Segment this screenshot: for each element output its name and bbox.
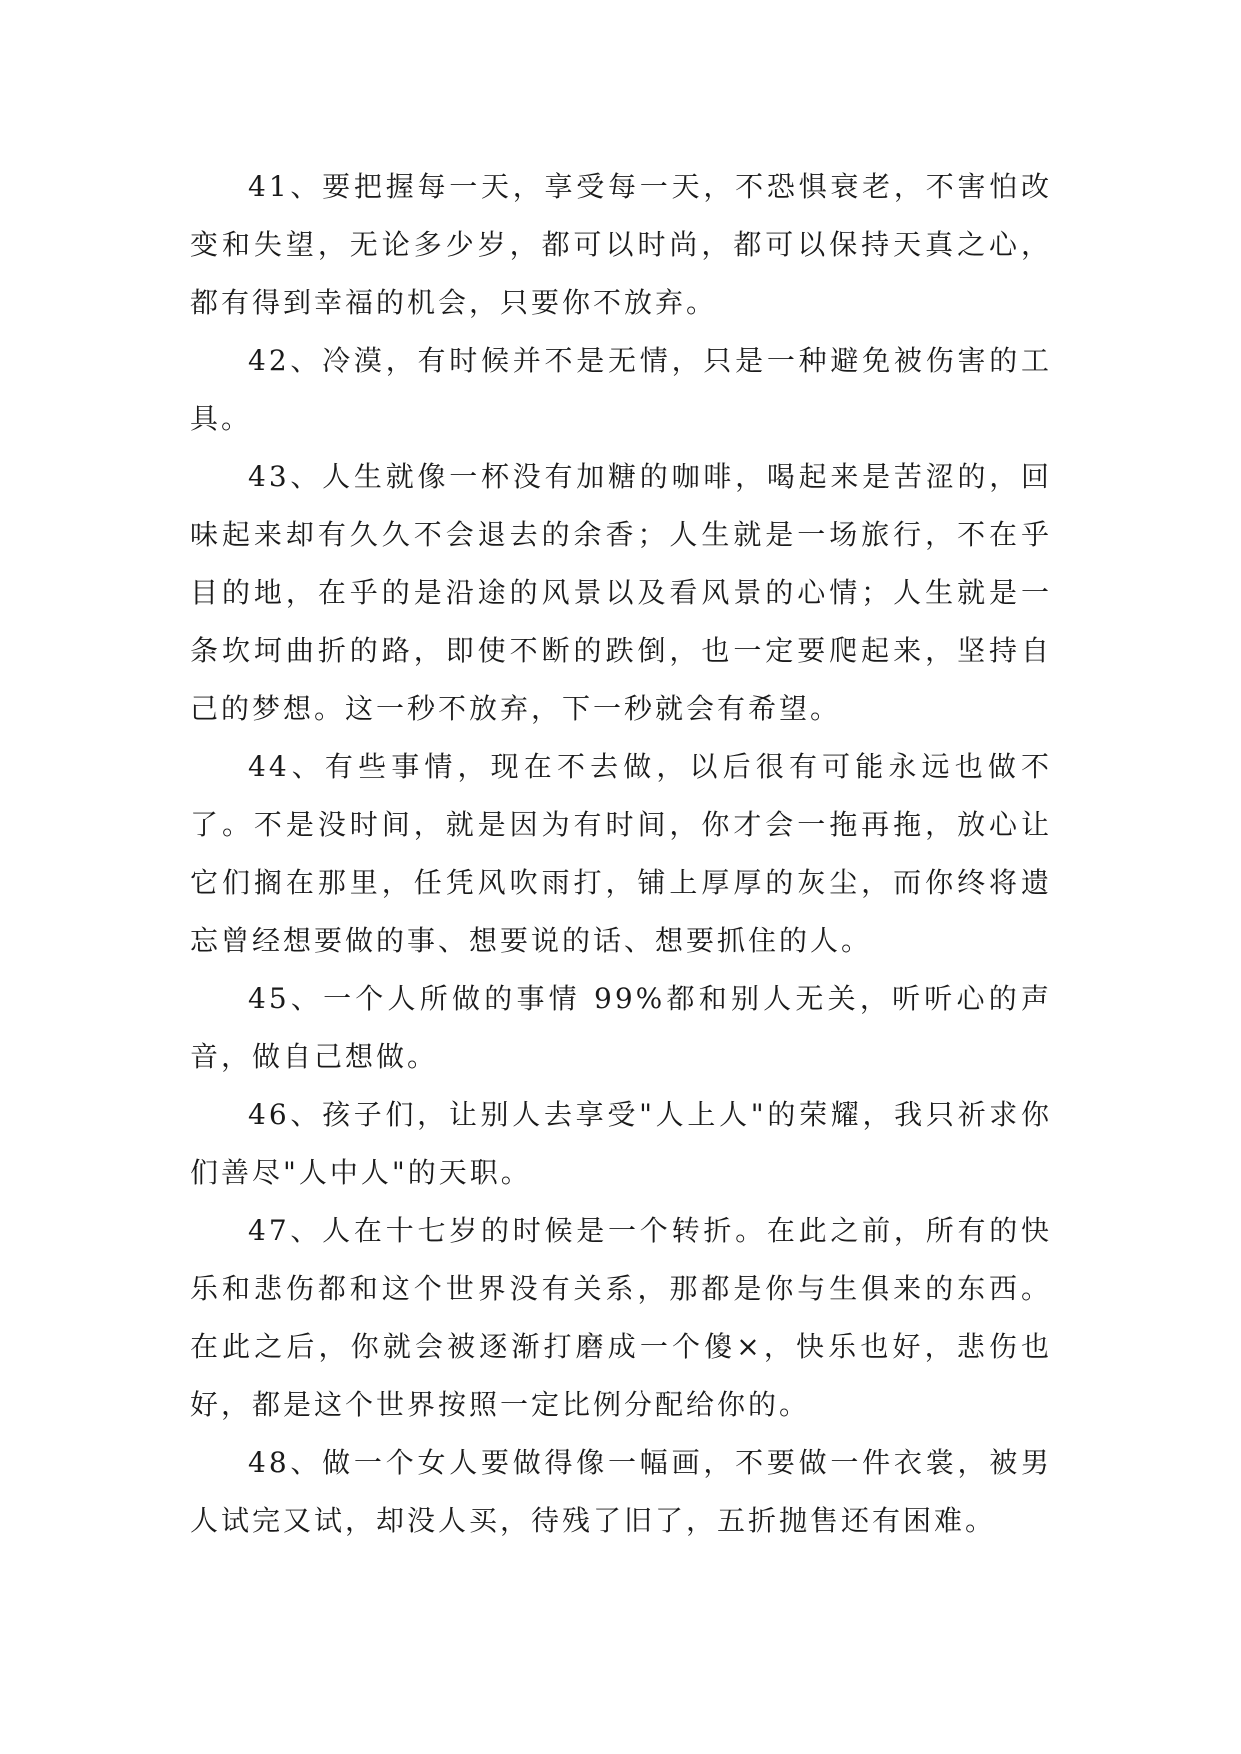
paragraph-47: 47、人在十七岁的时候是一个转折。在此之前，所有的快乐和悲伤都和这个世界没有关系，那都是你与生俱来的东西。在此之后，你就会被逐渐打磨成一个傻×，快乐也好，悲伤也好，都是这个世界按照一定比例分配给你的。 — [190, 1214, 1052, 1421]
paragraph-45: 45、一个人所做的事情 99%都和别人无关，听听心的声音，做自己想做。 — [190, 982, 1052, 1073]
paragraph-42: 42、冷漠，有时候并不是无情，只是一种避免被伤害的工具。 — [190, 344, 1052, 435]
paragraph-44: 44、有些事情，现在不去做，以后很有可能永远也做不了。不是没时间，就是因为有时间，你才会一拖再拖，放心让它们搁在那里，任凭风吹雨打，铺上厚厚的灰尘，而你终将遗忘曾经想要做的事、想要说的话、想要抓住的人。 — [190, 750, 1052, 957]
paragraph-48: 48、做一个女人要做得像一幅画，不要做一件衣裳，被男人试完又试，却没人买，待残了旧了，五折抛售还有困难。 — [190, 1446, 1052, 1537]
document-body — [190, 158, 1052, 1550]
paragraph-41: 41、要把握每一天，享受每一天，不恐惧衰老，不害怕改变和失望，无论多少岁，都可以时尚，都可以保持天真之心，都有得到幸福的机会，只要你不放弃。 — [190, 170, 1052, 319]
paragraph-43: 43、人生就像一杯没有加糖的咖啡，喝起来是苦涩的，回味起来却有久久不会退去的余香；人生就是一场旅行，不在乎目的地，在乎的是沿途的风景以及看风景的心情；人生就是一条坎坷曲折的路，即使不断的跌倒，也一定要爬起来，坚持自己的梦想。这一秒不放弃，下一秒就会有希望。 — [190, 460, 1052, 725]
paragraph-46: 46、孩子们，让别人去享受"人上人"的荣耀，我只祈求你们善尽"人中人"的天职。 — [190, 1098, 1052, 1189]
